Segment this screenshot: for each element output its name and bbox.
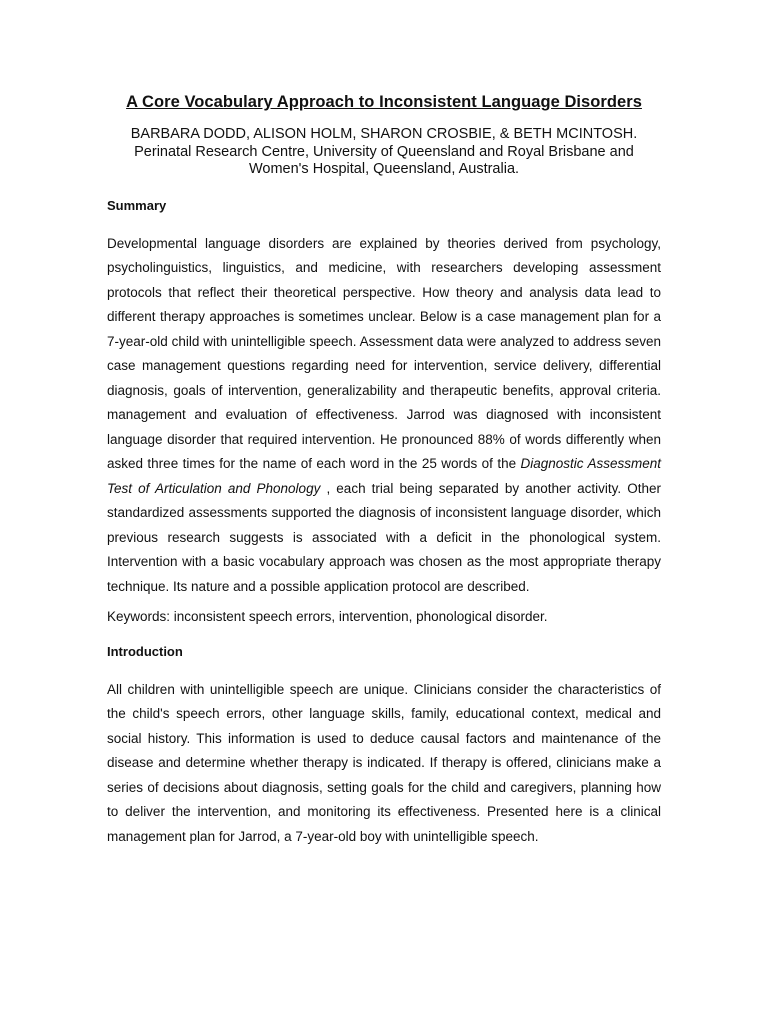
keywords-line: Keywords: inconsistent speech errors, intervention, phonological disorder. — [107, 609, 548, 624]
paper-page — [107, 92, 661, 849]
author-list: BARBARA DODD, ALISON HOLM, SHARON CROSBIE, & BETH MCINTOSH. — [130, 126, 638, 142]
affiliation-line-2: Women's Hospital, Queensland, Australia. — [248, 161, 520, 177]
paper-title: A Core Vocabulary Approach to Inconsistent Language Disorders — [126, 93, 642, 111]
summary-text-part-2: , each trial being separated by another activity. Other standardized assessments supported the diagnosis of inconsistent language disorder, which previous research suggests is associated with a deficit in the phonological system. Intervention with a basic vocabulary approach was chosen as the most appropriate therapy technique. Its nature and a possible application protocol are described. — [107, 480, 661, 594]
summary-paragraph — [107, 232, 661, 600]
introduction-paragraph: All children with unintelligible speech are unique. Clinicians consider the characteristics of the child's speech errors, other language skills, family, educational context, medical and social history. This information is used to deduce causal factors and maintenance of the disease and determine whether therapy is indicated. If therapy is offered, clinicians make a series of decisions about diagnosis, setting goals for the child and caregivers, planning how to deliver the intervention, and monitoring its effectiveness. Presented here is a clinical management plan for Jarrod, a 7-year-old boy with unintelligible speech. — [107, 681, 661, 844]
introduction-heading: Introduction — [107, 643, 183, 659]
author-block — [107, 126, 661, 179]
summary-test-title: Diagnostic Assessment Test of Articulation and Phonology — [107, 456, 661, 496]
summary-heading: Summary — [107, 197, 167, 213]
affiliation-line-1: Perinatal Research Centre, University of Queensland and Royal Brisbane and — [134, 143, 634, 160]
summary-text-part-1: Developmental language disorders are explained by theories derived from psychology, psycholinguistics, linguistics, and medicine, with researchers developing assessment protocols that reflect their theoretical perspective. How theory and analysis data lead to different therapy approaches is sometimes unclear. Below is a case management plan for a 7-year-old child with unintelligible speech. Assessment data were analyzed to address seven case management questions regarding need for intervention, service delivery, differential diagnosis, goals of intervention, generalizability and therapeutic benefits, approval criteria. management and evaluation of effectiveness. Jarrod was diagnosed with inconsistent language disorder that required intervention. He pronounced 88% of words differently when asked three times for the name of each word in the 25 words of the — [107, 235, 661, 471]
